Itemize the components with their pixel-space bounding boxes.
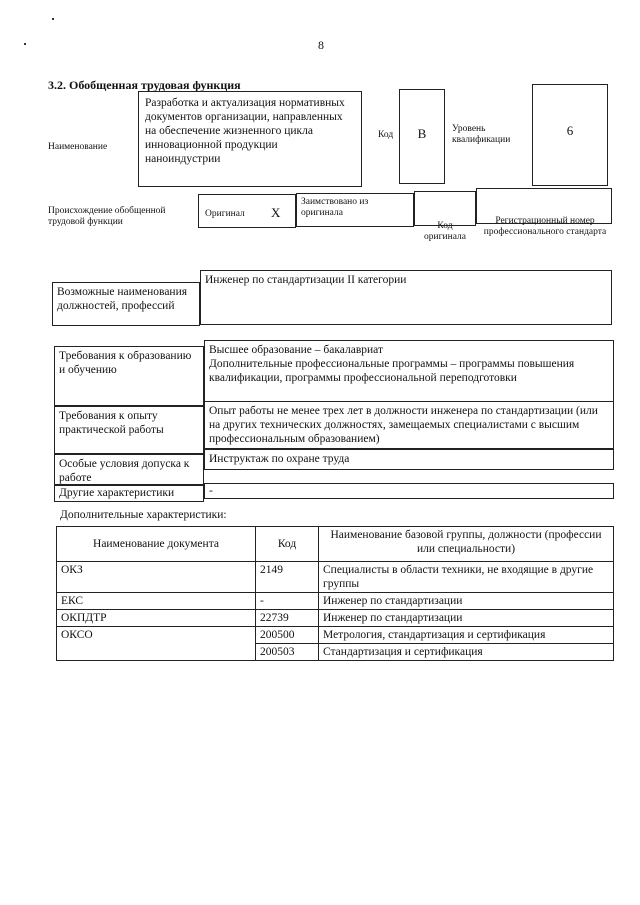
additional-title: Дополнительные характеристики:	[60, 509, 227, 521]
education-value: Высшее образование – бакалавриат Дополнительные профессиональные программы – программы повышения квалификации, программы профессиональной переподготовки	[204, 340, 614, 402]
cell-code: -	[256, 593, 319, 610]
cell-code: 2149	[256, 562, 319, 593]
cell-name: Специалисты в области техники, не входящие в другие группы	[319, 562, 614, 593]
cell-name: Инженер по стандартизации	[319, 593, 614, 610]
original-mark: X	[271, 205, 281, 220]
col-code: Код	[256, 527, 319, 562]
cell-name: Стандартизация и сертификация	[319, 644, 614, 661]
cell-code: 22739	[256, 610, 319, 627]
experience-label: Требования к опыту практической работы	[54, 406, 204, 454]
original-label: Оригинал	[205, 209, 245, 219]
access-label: Особые условия допуска к работе	[54, 454, 204, 485]
col-base-group: Наименование базовой группы, должности (профессии или специальности)	[319, 527, 614, 562]
level-value: 6	[532, 84, 608, 186]
table-row	[57, 610, 614, 627]
cell-code: 200500	[256, 627, 319, 644]
table-header-row	[57, 527, 614, 562]
cell-doc: ОКСО	[57, 627, 256, 661]
origin-original-cell	[198, 194, 296, 228]
name-label: Наименование	[48, 142, 108, 152]
cell-name: Метрология, стандартизация и сертификация	[319, 627, 614, 644]
page-number: 8	[318, 38, 324, 52]
reg-number-caption: Регистрационный номер профессионального стандарта	[483, 216, 607, 237]
table-row	[57, 627, 614, 644]
code-original-caption: Код оригинала	[424, 221, 466, 242]
origin-label: Происхождение обобщенной трудовой функции	[48, 206, 166, 227]
cell-doc: ОКЗ	[57, 562, 256, 593]
name-value: Разработка и актуализация нормативных документов организации, направленных на обеспечение жизненного цикла инновационной продукции наноиндустрии	[138, 91, 362, 187]
education-label: Требования к образованию и обучению	[54, 346, 204, 406]
positions-label: Возможные наименования должностей, профессий	[52, 282, 200, 326]
additional-table	[56, 526, 614, 661]
cell-code: 200503	[256, 644, 319, 661]
access-value: Инструктаж по охране труда	[204, 449, 614, 470]
other-value: -	[204, 483, 614, 499]
cell-doc: ОКПДТР	[57, 610, 256, 627]
cell-name: Инженер по стандартизации	[319, 610, 614, 627]
table-row	[57, 593, 614, 610]
borrowed-label: Заимствовано из оригинала	[296, 193, 414, 227]
experience-value: Опыт работы не менее трех лет в должности инженера по стандартизации (или на других технических должностях, замещаемых специалистами с высшим профессиональным образованием)	[204, 401, 614, 449]
code-label: Код	[378, 130, 394, 140]
table-row	[57, 562, 614, 593]
positions-value: Инженер по стандартизации II категории	[200, 270, 612, 325]
code-value: B	[399, 89, 445, 184]
section-title: 3.2. Обобщенная трудовая функция	[48, 78, 241, 92]
scan-speck	[52, 18, 54, 20]
col-document: Наименование документа	[57, 527, 256, 562]
level-label: Уровень квалификации	[452, 124, 511, 145]
cell-doc: ЕКС	[57, 593, 256, 610]
scan-speck	[24, 43, 26, 45]
other-label: Другие характеристики	[54, 485, 204, 502]
